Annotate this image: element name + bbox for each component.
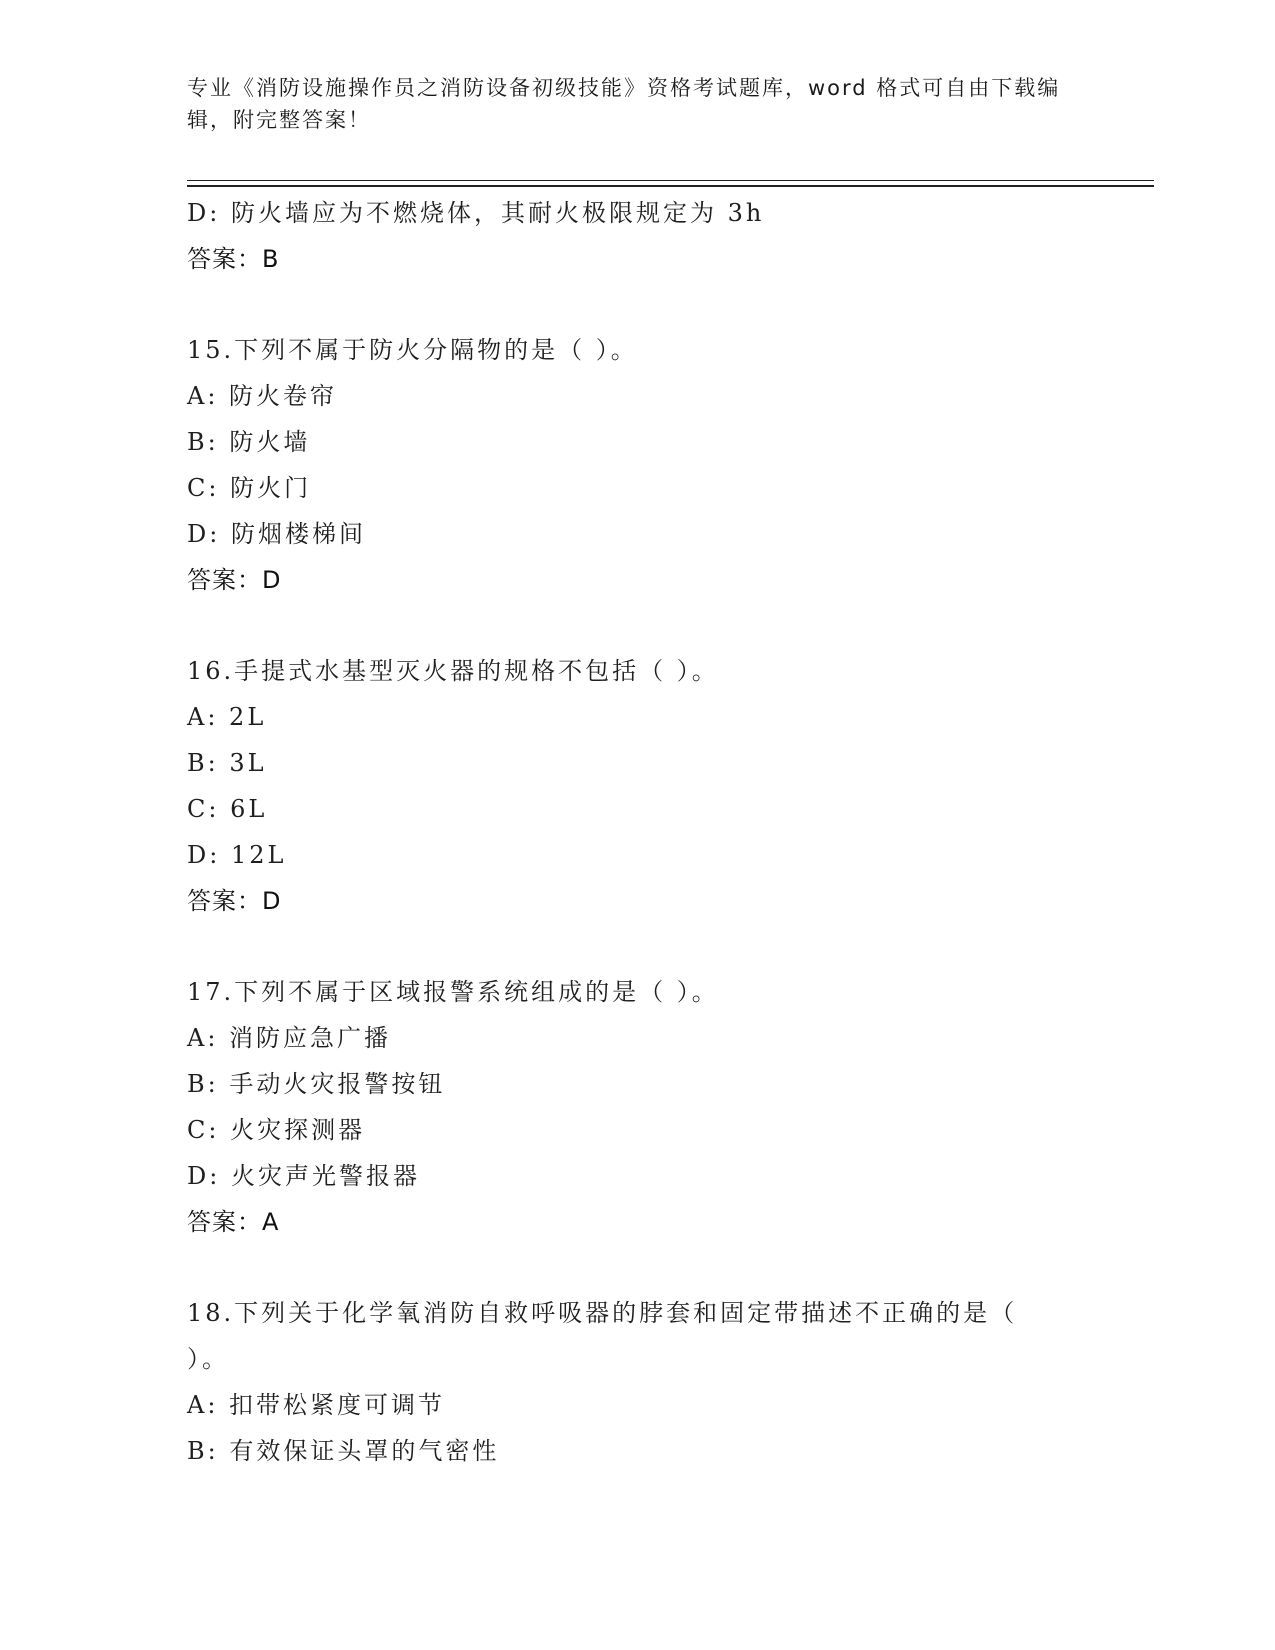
question-list bbox=[187, 190, 1147, 1474]
q18-option-a: A: 扣带松紧度可调节 bbox=[187, 1391, 446, 1419]
header-title: 专业《消防设施操作员之消防设备初级技能》资格考试题库，word 格式可自由下载编辑，附完整答案！ bbox=[187, 76, 1061, 132]
document-header bbox=[187, 72, 1067, 136]
q15-stem: 15.下列不属于防火分隔物的是（ ）。 bbox=[187, 336, 638, 364]
q16-option-d: D: 12L bbox=[187, 841, 287, 869]
q16-option-a: A: 2L bbox=[187, 703, 267, 731]
q16-stem: 16.手提式水基型灭火器的规格不包括（ ）。 bbox=[187, 657, 719, 685]
q15-answer: 答案：D bbox=[187, 566, 282, 594]
q17-answer: 答案：A bbox=[187, 1208, 280, 1236]
q16-option-c: C: 6L bbox=[187, 795, 268, 823]
q17-option-c: C: 火灾探测器 bbox=[187, 1116, 366, 1144]
q15-option-c: C: 防火门 bbox=[187, 474, 312, 502]
q15-option-a: A: 防火卷帘 bbox=[187, 382, 338, 410]
q14-option-d: D: 防火墙应为不燃烧体，其耐火极限规定为 3h bbox=[187, 199, 765, 227]
q18-stem-line2: ）。 bbox=[187, 1345, 229, 1373]
header-divider-thick bbox=[187, 185, 1154, 187]
q17-stem: 17.下列不属于区域报警系统组成的是（ ）。 bbox=[187, 978, 719, 1006]
q18-stem-line1: 18.下列关于化学氧消防自救呼吸器的脖套和固定带描述不正确的是（ bbox=[187, 1299, 1018, 1327]
header-divider-thin bbox=[187, 180, 1154, 181]
q15-option-b: B: 防火墙 bbox=[187, 428, 311, 456]
q17-option-b: B: 手动火灾报警按钮 bbox=[187, 1070, 446, 1098]
q16-option-b: B: 3L bbox=[187, 749, 267, 777]
q16-answer: 答案：D bbox=[187, 887, 282, 915]
q17-option-a: A: 消防应急广播 bbox=[187, 1024, 392, 1052]
q17-option-d: D: 火灾声光警报器 bbox=[187, 1162, 420, 1190]
q14-answer: 答案：B bbox=[187, 245, 280, 273]
q18-option-b: B: 有效保证头罩的气密性 bbox=[187, 1437, 500, 1465]
q15-option-d: D: 防烟楼梯间 bbox=[187, 520, 366, 548]
